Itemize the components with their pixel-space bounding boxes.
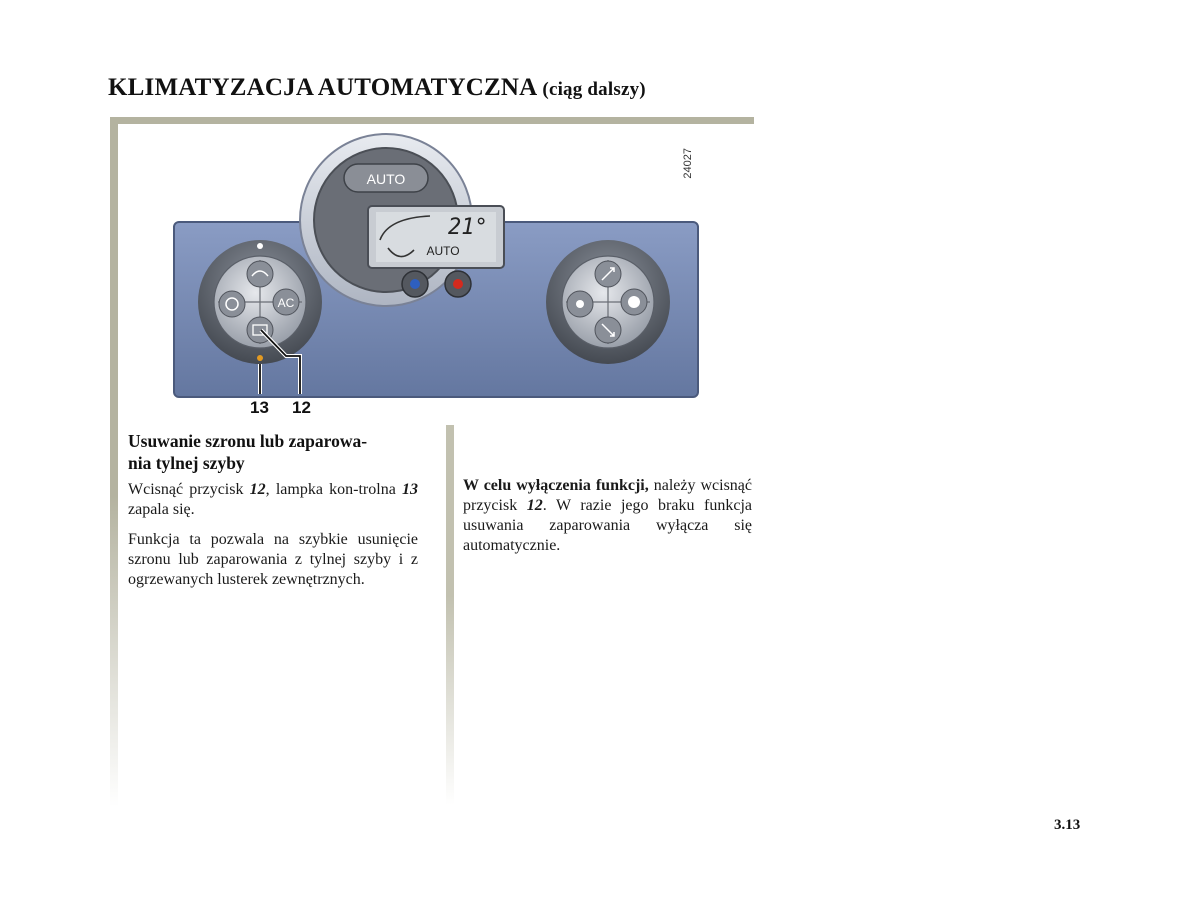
rear-defrost-lamp — [257, 355, 263, 361]
climate-panel-figure — [118, 124, 754, 424]
section-heading — [128, 430, 418, 474]
auto-button-label: AUTO — [366, 171, 406, 187]
text: zapala się. — [128, 501, 195, 518]
text: . W razie jego braku funkcja usuwania zaparowania wyłącza się automatycznie. — [463, 497, 752, 554]
page-title — [108, 74, 646, 102]
title-continued: (ciąg dalszy) — [542, 79, 646, 100]
blue-led — [410, 279, 420, 289]
left-rule — [110, 117, 118, 807]
figure-code: 24027 — [682, 148, 694, 179]
callout-12: 12 — [292, 398, 311, 417]
title-main: KLIMATYZACJA AUTOMATYCZNA — [108, 74, 536, 101]
recirculation-button — [219, 291, 245, 317]
heading-line-2: nia tylnej szyby — [128, 453, 245, 473]
text: , lampka kon-trolna — [265, 481, 402, 498]
bold-lead: W celu wyłączenia funkcji, — [463, 477, 649, 494]
column-divider — [446, 425, 454, 805]
climate-panel-illustration — [118, 124, 754, 424]
page-number: 3.13 — [1054, 817, 1081, 833]
paragraph-deactivation — [463, 476, 752, 556]
red-led — [453, 279, 463, 289]
top-rule — [110, 117, 754, 124]
text: Wcisnąć przycisk — [128, 481, 250, 498]
right-column — [463, 476, 752, 566]
text: należy wcisnąć przycisk — [463, 477, 752, 514]
ref-12: 12 — [526, 497, 543, 514]
ref-13: 13 — [402, 481, 418, 498]
front-defrost-button — [247, 261, 273, 287]
left-column — [128, 430, 418, 600]
display-mode: AUTO — [426, 244, 460, 258]
heading-line-1: Usuwanie szronu lub zaparowa- — [128, 431, 368, 451]
paragraph-instruction — [128, 480, 418, 520]
callout-13: 13 — [250, 398, 269, 417]
ac-button-label: AC — [277, 296, 295, 310]
display-temperature: 21° — [448, 215, 488, 240]
paragraph-description: Funkcja ta pozwala na szybkie usunięcie szronu lub zaparowania z tylnej szyby i z ogrzewanych lusterek zewnętrznych. — [128, 531, 418, 588]
ref-12: 12 — [249, 481, 266, 498]
